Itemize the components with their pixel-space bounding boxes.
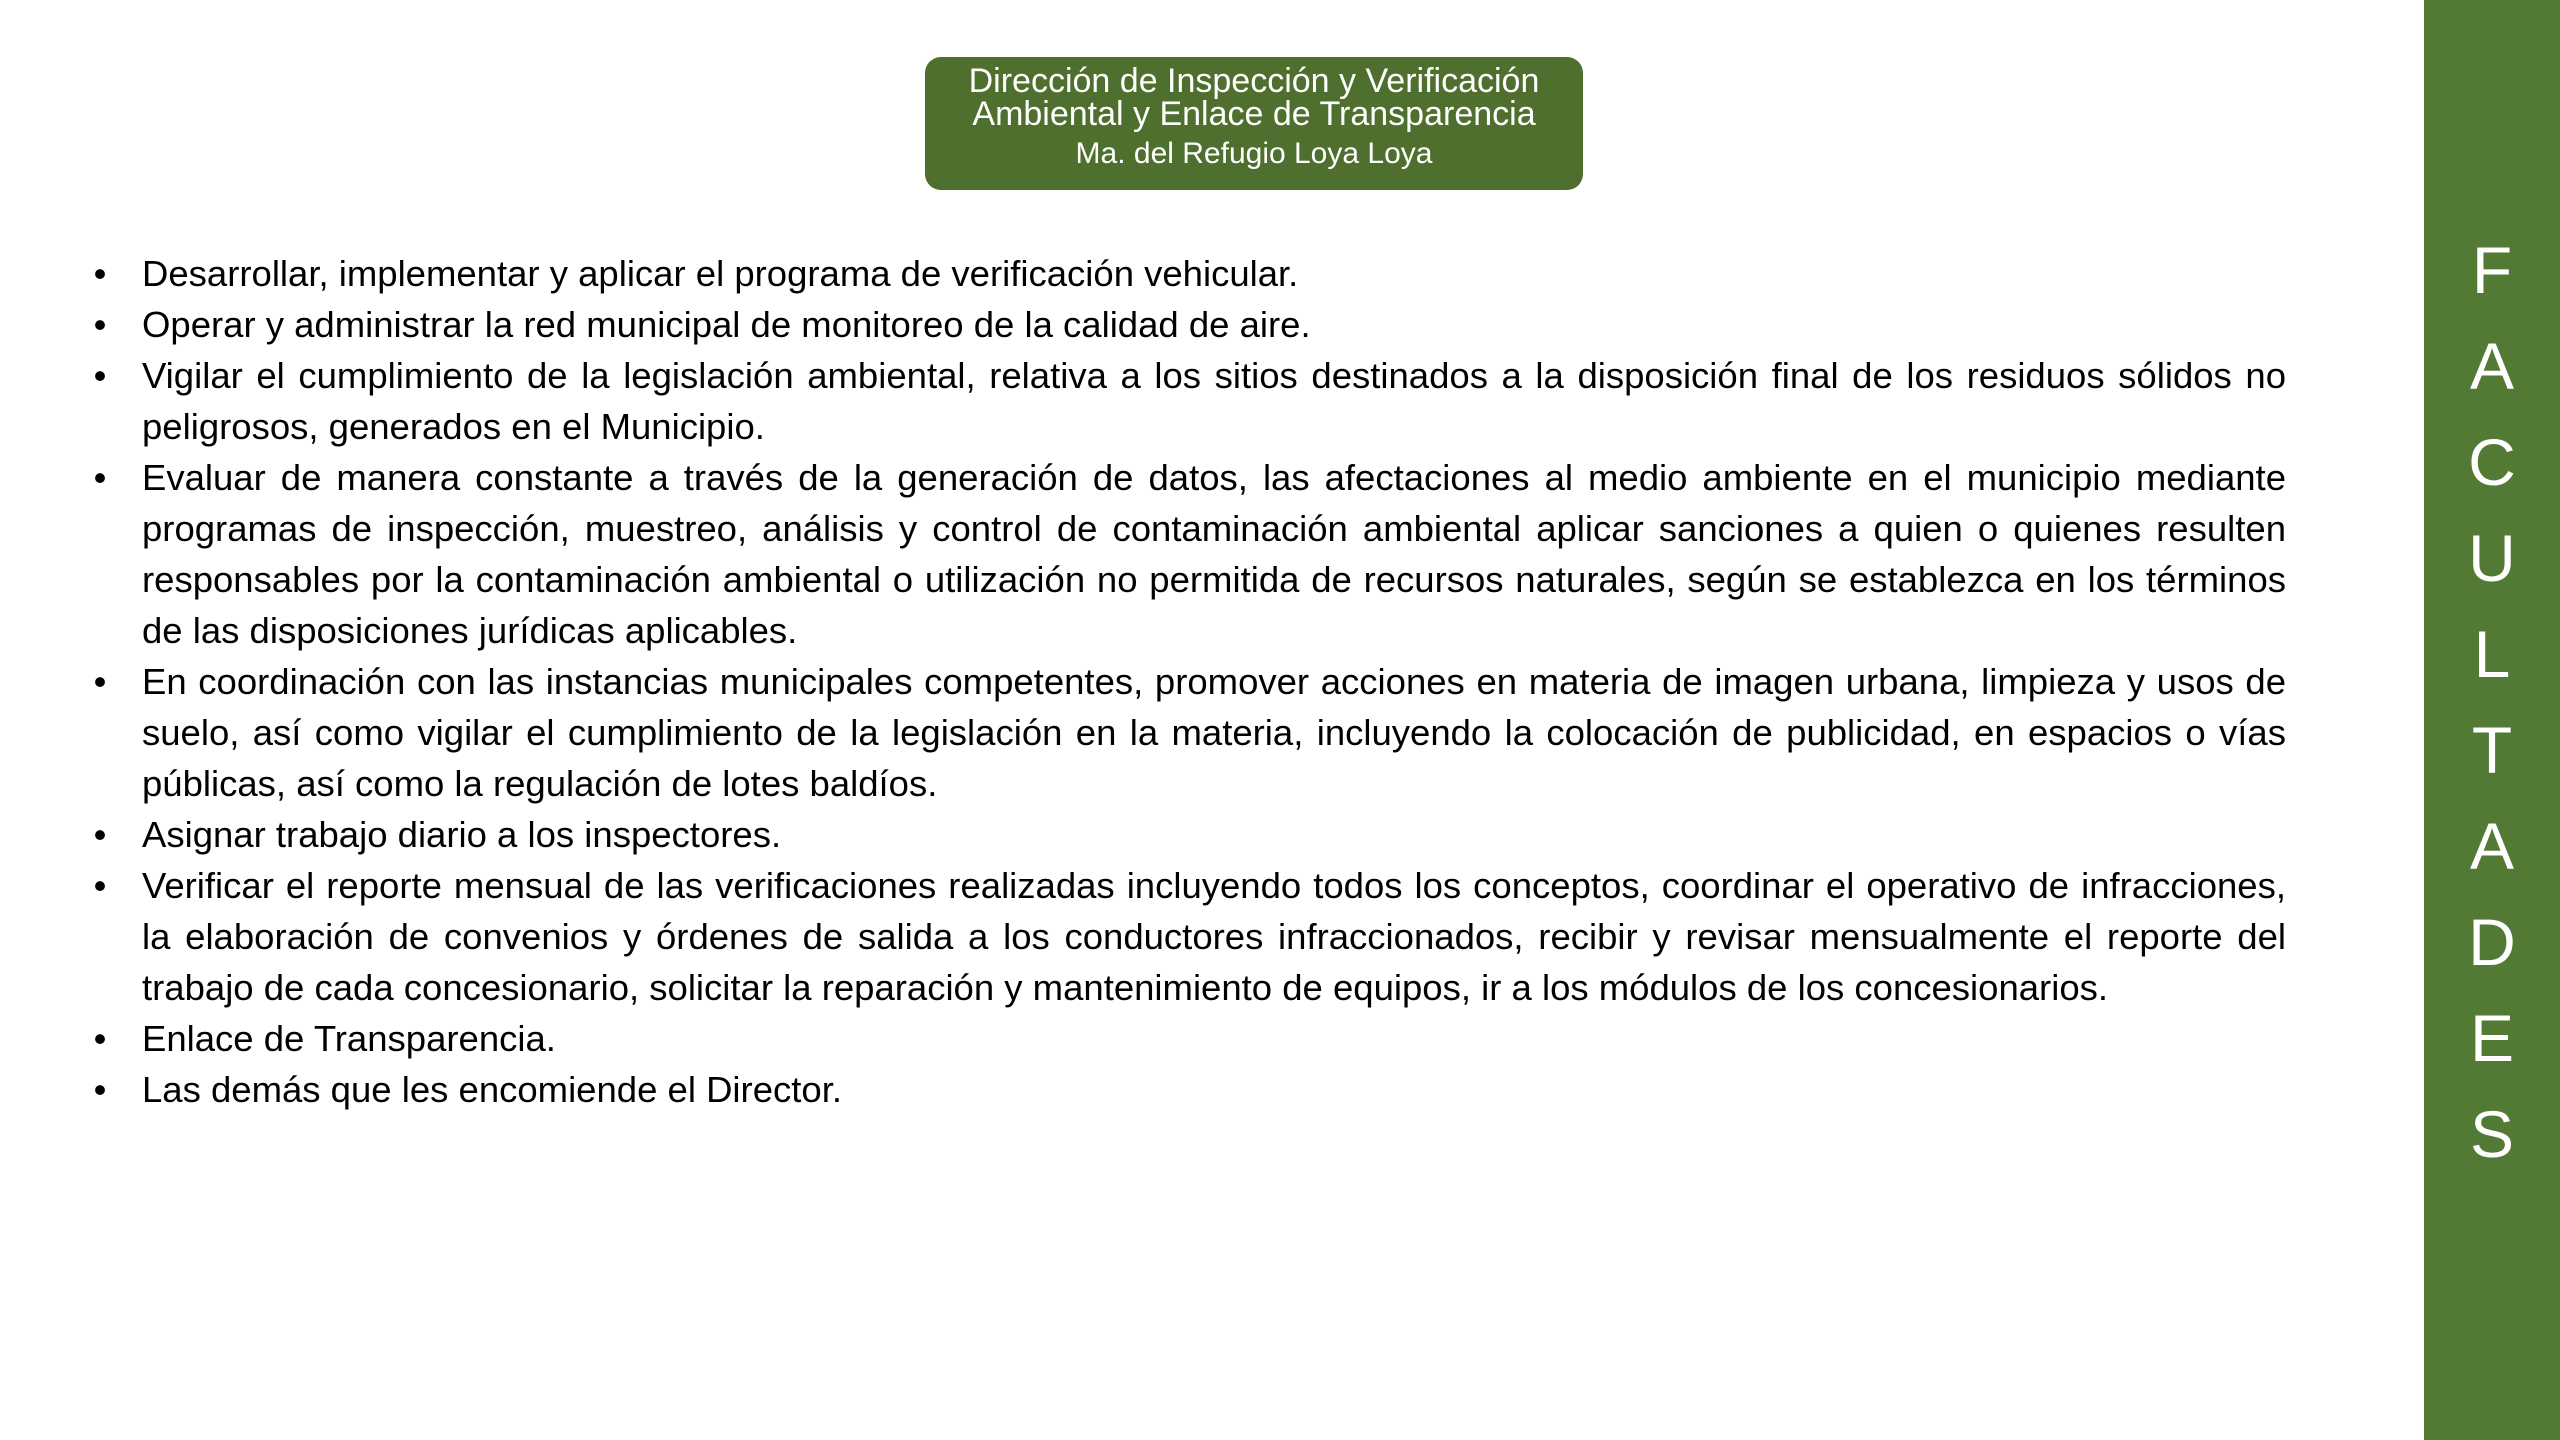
bullet-icon: •	[93, 457, 107, 498]
list-item	[88, 860, 2286, 1013]
vertical-letter: L	[2473, 617, 2511, 691]
list-item-text: Verificar el reporte mensual de las verificaciones realizadas incluyendo todos los conceptos, coordinar el operativo de infracciones, la elaboración de convenios y órdenes de salida a los conductores infraccionados, recibir y revisar mensualmente el reporte del trabajo de cada concesionario, solicitar la reparación y mantenimiento de equipos, ir a los módulos de los concesionarios.	[142, 865, 2286, 1008]
list-item-text: Asignar trabajo diario a los inspectores.	[142, 814, 782, 855]
bullet-icon: •	[93, 661, 107, 702]
vertical-letter: T	[2471, 713, 2513, 787]
list-item-text: Evaluar de manera constante a través de la generación de datos, las afectaciones al medio ambiente en el municipio mediante programas de inspección, muestreo, análisis y control de contaminación ambiental aplicar sanciones a quien o quienes resulten responsables por la contaminación ambiental o utilización no permitida de recursos naturales, según se establezca en los términos de las disposiciones jurídicas aplicables.	[142, 457, 2286, 651]
vertical-letter: F	[2471, 233, 2513, 307]
vertical-letter: U	[2468, 521, 2516, 595]
list-item-text: En coordinación con las instancias municipales competentes, promover acciones en materia de imagen urbana, limpieza y usos de suelo, así como vigilar el cumplimiento de la legislación en la materia, incluyendo la colocación de publicidad, en espacios o vías públicas, así como la regulación de lotes baldíos.	[142, 661, 2286, 804]
list-item	[88, 248, 2286, 299]
title-line-1: Dirección de Inspección y Verificación	[968, 62, 1540, 100]
bullet-icon: •	[93, 253, 107, 294]
vertical-letter: D	[2468, 905, 2516, 979]
list-item	[88, 452, 2286, 656]
title-box	[925, 57, 1583, 190]
list-item	[88, 809, 2286, 860]
title-line-2: Ambiental y Enlace de Transparencia	[972, 95, 1536, 133]
vertical-letter: E	[2469, 1001, 2515, 1075]
vertical-letter: A	[2469, 809, 2515, 883]
list-item	[88, 350, 2286, 452]
faculties-list	[88, 248, 2286, 1115]
list-item	[88, 1064, 2286, 1115]
bullet-icon: •	[93, 1069, 107, 1110]
vertical-letter: C	[2468, 425, 2516, 499]
vertical-letter: A	[2469, 329, 2515, 403]
bullet-icon: •	[93, 1018, 107, 1059]
list-item	[88, 1013, 2286, 1064]
list-item-text: Operar y administrar la red municipal de monitoreo de la calidad de aire.	[142, 304, 1311, 345]
list-item-text: Enlace de Transparencia.	[142, 1018, 556, 1059]
bullet-icon: •	[93, 814, 107, 855]
list-item	[88, 299, 2286, 350]
list-item-text: Vigilar el cumplimiento de la legislación ambiental, relativa a los sitios destinados a la disposición final de los residuos sólidos no peligrosos, generados en el Municipio.	[142, 355, 2286, 447]
vertical-letter: S	[2469, 1097, 2515, 1171]
bullet-icon: •	[93, 304, 107, 345]
vertical-title	[2424, 222, 2560, 1182]
sidebar-facultades	[2424, 0, 2560, 1440]
director-name: Ma. del Refugio Loya Loya	[1075, 137, 1433, 170]
bullet-icon: •	[93, 355, 107, 396]
list-item-text: Desarrollar, implementar y aplicar el programa de verificación vehicular.	[142, 253, 1299, 294]
list-item-text: Las demás que les encomiende el Director.	[142, 1069, 842, 1110]
bullet-icon: •	[93, 865, 107, 906]
list-item	[88, 656, 2286, 809]
